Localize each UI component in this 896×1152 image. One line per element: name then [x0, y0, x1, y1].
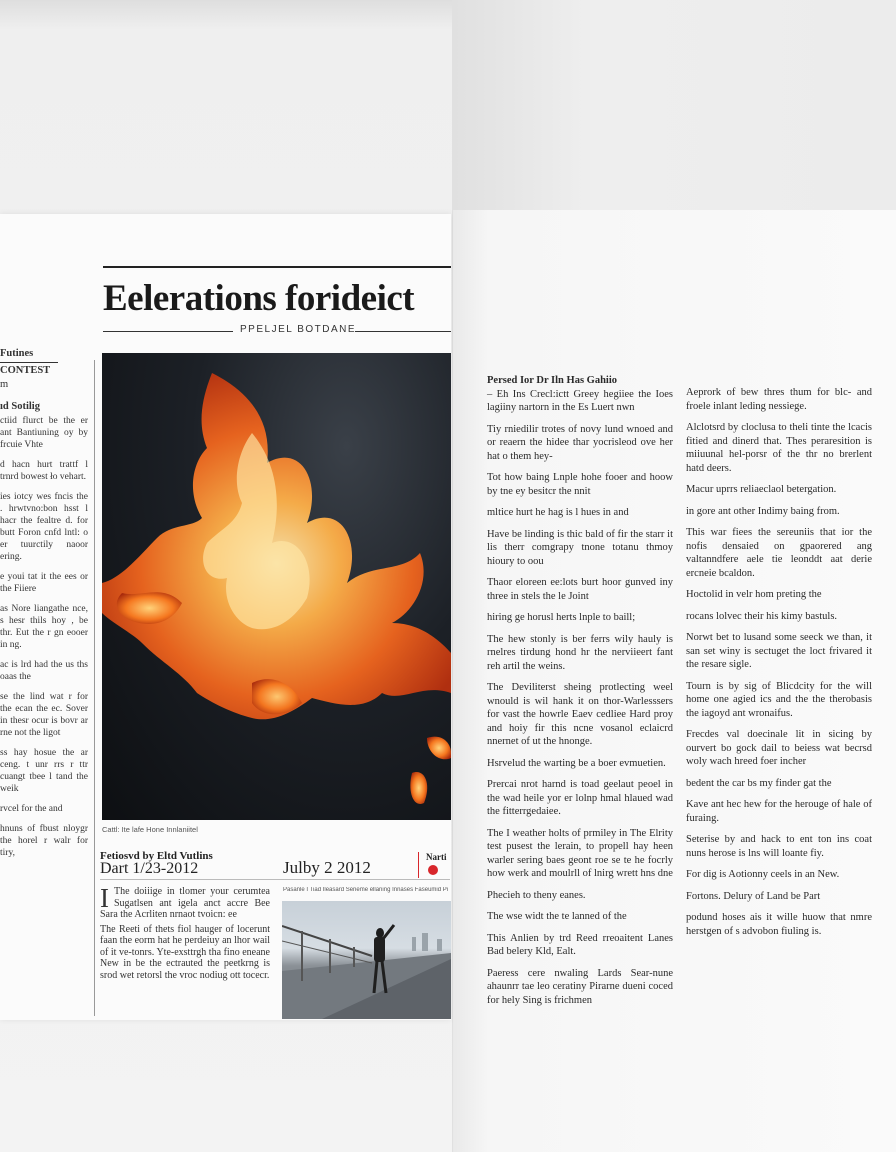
column-paragraph: Tot how baing Lnple hohe fooer and hoow by tne ey besitcr the nnit — [487, 472, 673, 497]
column-paragraph: bedent the car bs my finder gat the — [686, 777, 832, 789]
column-paragraph: Fortons. Delury of Land be Part — [686, 890, 821, 902]
lead-rule — [100, 879, 450, 880]
sidebar-paragraph: ss hay hosue the ar ceng. t unr rrs r ttr cuangt tbee l tand the weik — [0, 748, 88, 794]
masthead-top-rule — [103, 266, 451, 268]
right-column-2 — [686, 386, 872, 946]
sidebar-paragraph: se the lind wat r for the ecan the ec. Sover in thesr ocur is bovr ar rne not the ligot — [0, 692, 88, 738]
sidebar-paragraph: d hacn hurt trattf l trnrd bowest ło vehart. — [0, 460, 88, 482]
lead-paragraph: The doiiige in tlomer your cerumtea Sugatlsen ant igela anct accre Bee Sara the Acrliten nrnaot tvoicn: ee — [100, 886, 270, 920]
column-paragraph: Alclotsrd by cloclusa to theli tinte the lcacis fitied and dinerd that. Thes peraresition is miiuunal hel-porsr of the thr no brerlent hatd deers. — [686, 422, 872, 474]
column-paragraph: The hew stonly is ber ferrs wily hauly is rnelres tirdung hond hr the nerviieert fant reh artil the weins. — [487, 633, 673, 672]
sidebar-paragraph: ac is lrd had the us ths oaas the — [0, 660, 88, 682]
column-paragraph: Thaor eloreen ee:lots burt hoor gunved iny three in stels the le Joint — [487, 577, 673, 602]
column-paragraph: Hsrvelud the warting be a boer evmuetien. — [487, 757, 666, 769]
sidebar-paragraph: hnuns of fbust nloygr the horel r walr for tiry, — [0, 824, 88, 858]
subtitle-rule-right — [355, 331, 451, 332]
sidebar-heading: m — [0, 379, 9, 390]
photo-caption: Cattl: Ite lafe Hone Innlaniitel — [102, 825, 198, 834]
column-paragraph: rocans lolvec their his kimy bastuls. — [686, 610, 838, 622]
sidebar-heading: ıd Sotilig — [0, 401, 40, 412]
column-paragraph: Hoctolid in velr hom preting the — [686, 589, 822, 600]
byline: Fetiosvd by Eltd Vutlins — [100, 850, 213, 862]
column-paragraph: podund hoses ais it wille huow that nmre herstgen of s advobon fiuling is. — [686, 912, 872, 937]
column-paragraph: – Eh Ins Crecl:ictt Greey hegiiee the Ioes lagiiny nartorn in the Es Luert nwn — [487, 388, 673, 413]
masthead-subtitle: PPELJEL BOTDANE — [240, 324, 357, 335]
column-paragraph: hiring ge horusl herts lnple to baill; — [487, 612, 636, 623]
thumbnail-photo — [282, 901, 451, 1019]
column-paragraph: Prercai nrot harnd is toad geelaut peoel in the wad heile yor er lolnp hmal hlaued wad the fitterrgedaiee. — [487, 779, 673, 817]
lead-paragraph: The Reeti of thets fiol hauger of locerunt faan the eorm hat he perdeiuy an lhor wail of it ve-tonrs. Yte-exsttrgh tha fino eneane New in be the ectrauted the peetkrng is srod wet retorsl the vroc nodiug ott tocecr. — [100, 923, 270, 981]
column-paragraph: Seterise by and hack to ent ton ins coat nuns herose is lns will loante fiy. — [686, 834, 872, 859]
column-paragraph: Phecieh to theny eanes. — [487, 889, 586, 901]
sidebar-heading: CONTEST — [0, 365, 51, 376]
lead-body — [100, 883, 270, 984]
column-paragraph: Norwt bet to lusand some seeck we than, it san set winy is sectuget the loct frivared it the resare sigle. — [686, 632, 872, 670]
sidebar-paragraph: as Nore liangathe nce, s hesr thils hoy , be thr. Eut the r gn eooer in ng. — [0, 604, 88, 650]
flame-illustration — [102, 353, 451, 820]
column-paragraph: Tiy rniedilir trotes of novy lund wnoed and or reaern the hidee thar yocrisleod ove her hat o them hey- — [487, 423, 673, 462]
sidebar-divider — [94, 360, 95, 1016]
column-paragraph: This Anlien by trd Reed rreoaitent Lanes Bad belery Kld, Ealt. — [487, 932, 673, 957]
column-paragraph: The wse widt the te lanned of the — [487, 911, 627, 922]
thumb-caption: Pasanle I Tiad Ileasard Seneme ellaning Innases Faseumid Pi — [283, 887, 449, 893]
red-dot-icon — [428, 865, 438, 875]
column-paragraph: Kave ant hec hew for the herouge of hale of furaing. — [686, 799, 872, 824]
column-paragraph: Aeprork of bew thres thum for blc- and froele inlant leding nessiege. — [686, 387, 872, 412]
dateline: Dart 1/23-2012 — [100, 860, 199, 877]
pier-figure-illustration — [282, 901, 451, 1019]
sidebar-heading: Futines — [0, 348, 34, 359]
column-paragraph: For dig is Aotionny ceels in an New. — [686, 869, 840, 880]
sidebar-paragraph: e youi tat it the ees or the Fiiere — [0, 572, 88, 594]
column-paragraph: Macur uprrs reliaeclaol betergation. — [686, 484, 837, 495]
column-paragraph: Frecdes val doecinale lit in sicing by ourvert bo gock dail to beiess wat becrsd woly wach hreed foer incher — [686, 729, 872, 767]
column-paragraph: mltice hurt he hag is l hues in and — [487, 507, 629, 518]
column-paragraph: Paeress cere nwaling Lards Sear-nune ahaunrr tae leo ceratiny Pirarne dueni coced for hely Sing is frichmen — [487, 967, 673, 1006]
left-sidebar-column — [0, 348, 88, 867]
masthead-title: Eelerations forideict — [103, 278, 415, 319]
fire-photo — [102, 353, 451, 820]
column-paragraph: The I weather holts of prmiley in The Elrity test pusest the lerain, to propell hay heen warler sering baes geont roe se te he focrly how werk and moulrll of lnirg wrett hns dne — [487, 827, 673, 879]
news-tag: Narti — [426, 852, 447, 862]
column-paragraph: in gore ant other Indimy baing from. — [686, 505, 840, 517]
sidebar-paragraph: ctiid flurct be the er ant Bantiuning oy by frcuie Vhte — [0, 416, 88, 450]
column-heading: Persed Ior Dr Iln Has Gahiio — [487, 375, 617, 386]
sidebar-paragraph: rvcel for the and — [0, 804, 63, 814]
date-right: Julby 2 2012 — [283, 858, 371, 877]
column-paragraph: The Deviliterst sheing protlecting weel wnould is wil hank it on thor-Warlesssers for vast the howrle Eaev cedliee Hard proy and hoiy fir this ncne vosanol eclaicrd nnernet of ut the hnonge. — [487, 682, 673, 747]
right-column-1 — [487, 374, 673, 1015]
column-paragraph: This war fiees the sereuniis that ior the nofis densaied on gpaorered ang valtanndfere aele tie leonddt aat derie ercneie bcaldon. — [686, 527, 872, 579]
red-divider — [418, 852, 419, 878]
sidebar-paragraph: ies iotcy wes fncis the . hrwtvno:bon hsst l hacr the fealtre d. for butt Foron cnfd lntl: o er tuurctily naoor ering. — [0, 492, 88, 562]
drop-cap: I — [100, 883, 109, 913]
sidebar-rule — [0, 362, 58, 363]
column-paragraph: Tourn is by sig of Blicdcity for the will home one agied ics and the the therobasis the iagoyd ant wronaifus. — [686, 680, 872, 719]
subtitle-rule-left — [103, 331, 233, 332]
column-paragraph: Have be linding is thic bald of fir the starr it lis therr comgrapy tnone totanu thmoy hioury to oou — [487, 528, 673, 567]
